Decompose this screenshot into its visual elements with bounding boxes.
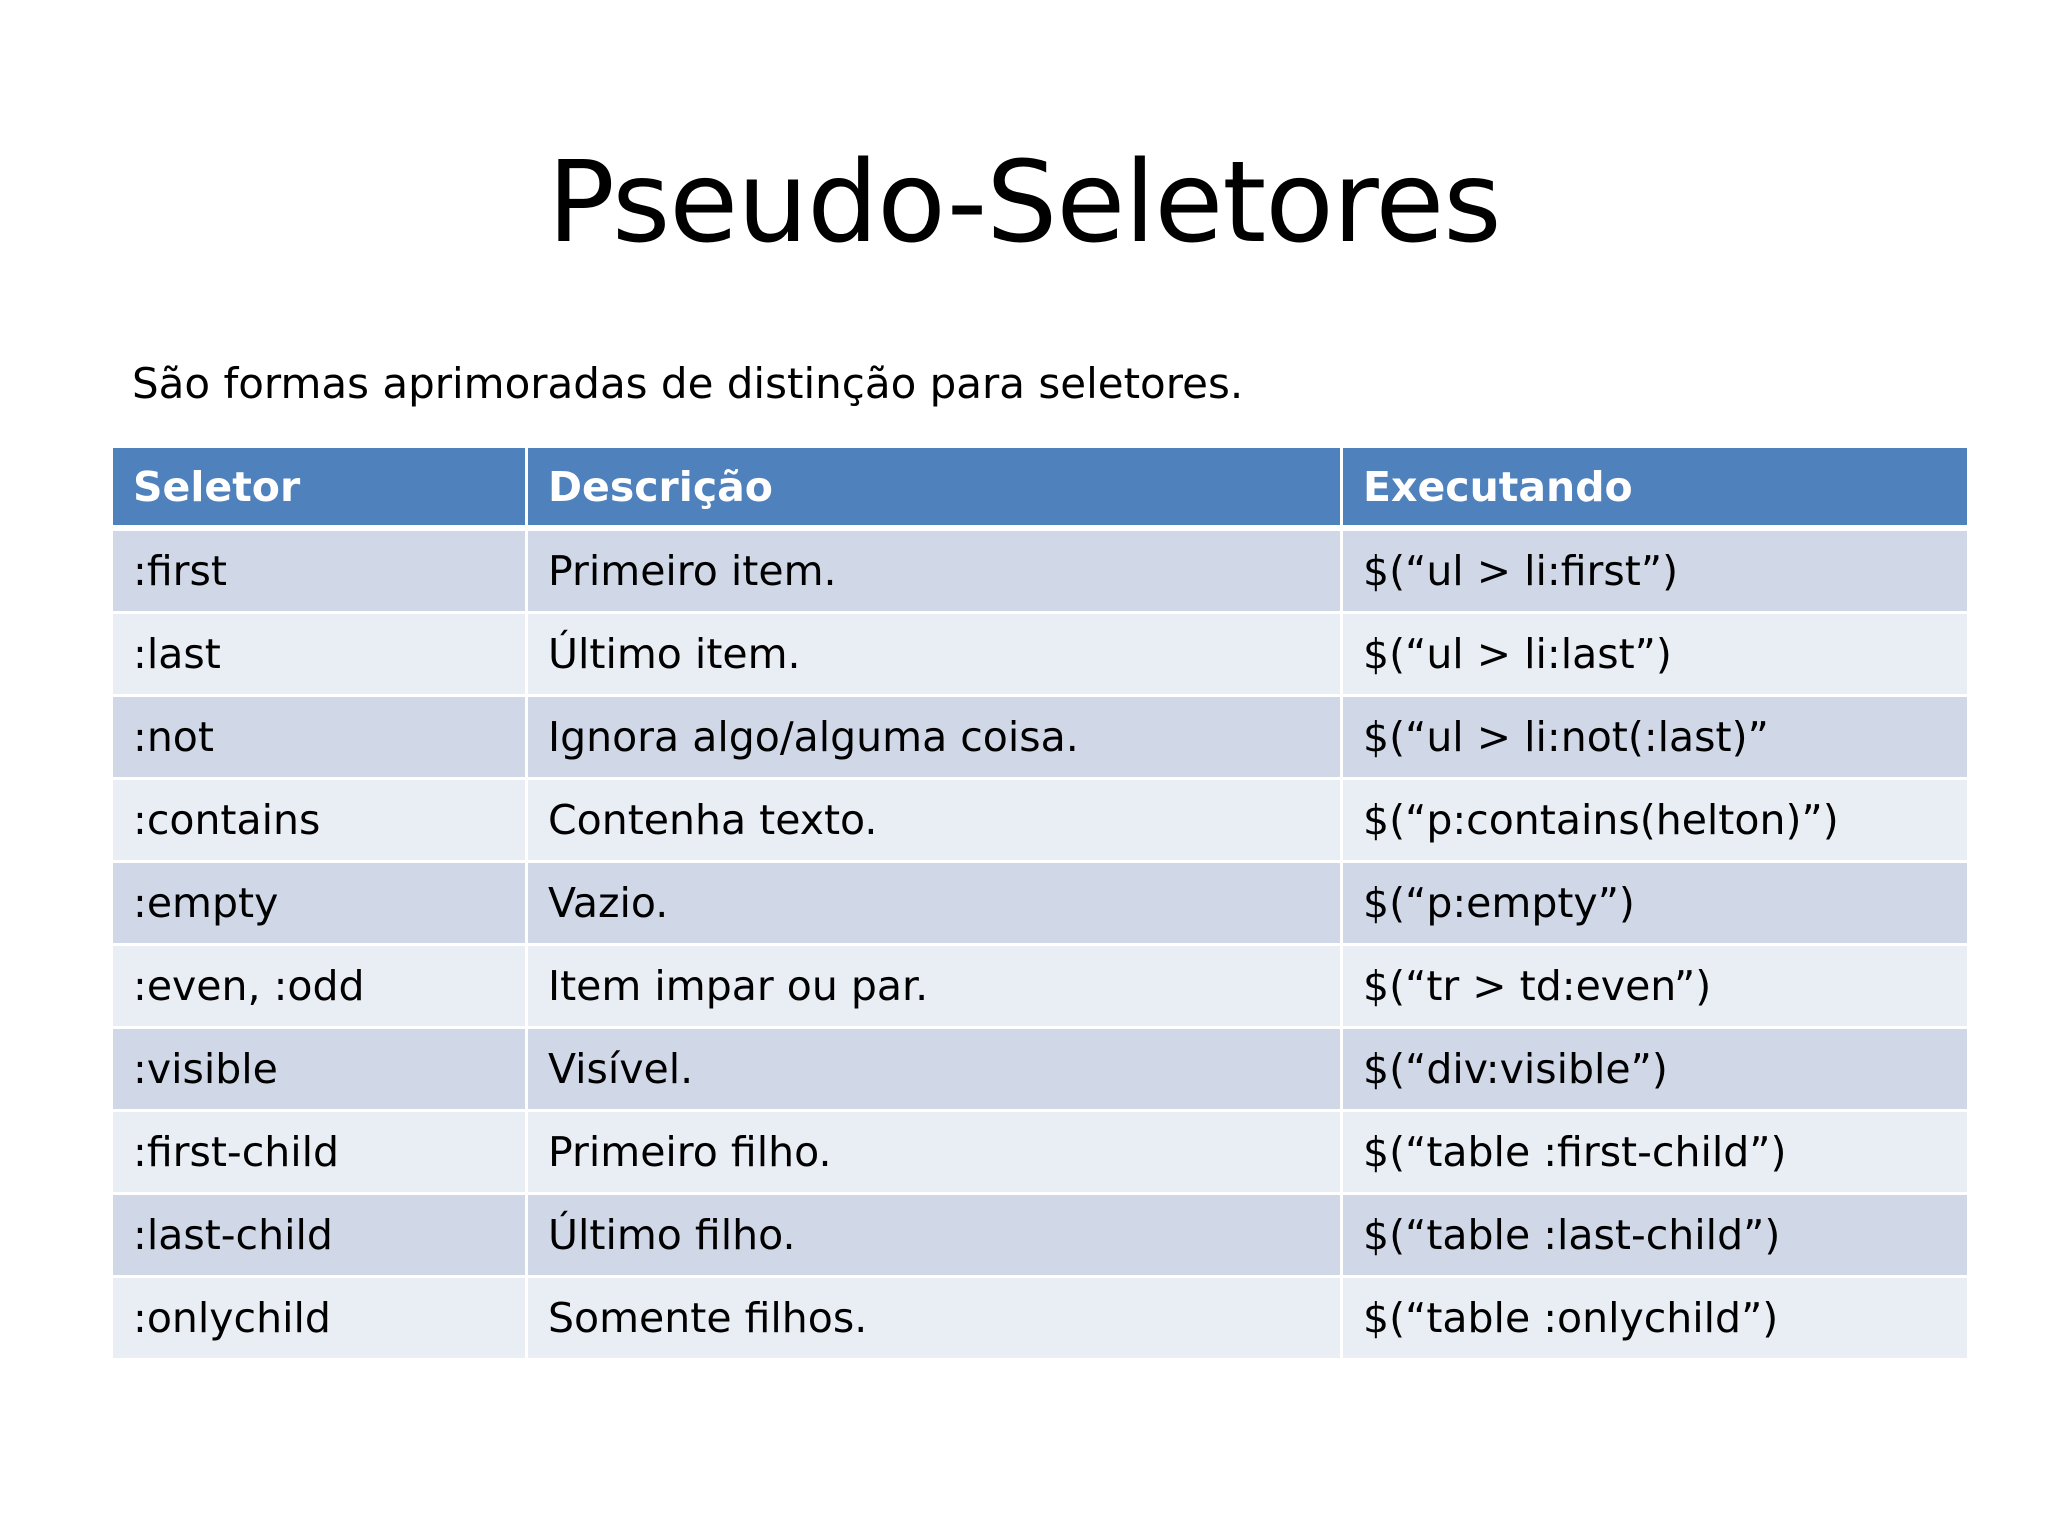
selector-cell: :first — [113, 531, 528, 614]
description-cell: Primeiro item. — [528, 531, 1343, 614]
column-header-executando: Executando — [1343, 448, 1967, 531]
example-cell: $(“table :first-child”) — [1343, 1112, 1967, 1195]
example-cell: $(“p:contains(helton)”) — [1343, 780, 1967, 863]
description-cell: Contenha texto. — [528, 780, 1343, 863]
table-row — [113, 1195, 1967, 1278]
example-cell: $(“table :onlychild”) — [1343, 1278, 1967, 1361]
table-header-row — [113, 448, 1967, 531]
table-row — [113, 614, 1967, 697]
example-cell: $(“ul > li:not(:last)” — [1343, 697, 1967, 780]
example-cell: $(“p:empty”) — [1343, 863, 1967, 946]
table-row — [113, 1112, 1967, 1195]
selector-cell: :even, :odd — [113, 946, 528, 1029]
example-cell: $(“tr > td:even”) — [1343, 946, 1967, 1029]
example-cell: $(“table :last-child”) — [1343, 1195, 1967, 1278]
table-row — [113, 697, 1967, 780]
description-cell: Ignora algo/alguma coisa. — [528, 697, 1343, 780]
selector-cell: :visible — [113, 1029, 528, 1112]
selector-cell: :onlychild — [113, 1278, 528, 1361]
selector-cell: :contains — [113, 780, 528, 863]
slide-title: Pseudo-Seletores — [547, 138, 1501, 268]
selector-cell: :empty — [113, 863, 528, 946]
selector-cell: :last — [113, 614, 528, 697]
column-header-seletor: Seletor — [113, 448, 528, 531]
table-row — [113, 780, 1967, 863]
table-row — [113, 531, 1967, 614]
description-cell: Somente filhos. — [528, 1278, 1343, 1361]
selector-cell: :first-child — [113, 1112, 528, 1195]
description-cell: Item impar ou par. — [528, 946, 1343, 1029]
table-row — [113, 946, 1967, 1029]
example-cell: $(“ul > li:first”) — [1343, 531, 1967, 614]
description-cell: Vazio. — [528, 863, 1343, 946]
selector-cell: :not — [113, 697, 528, 780]
description-cell: Visível. — [528, 1029, 1343, 1112]
slide-subtitle: São formas aprimoradas de distinção para seletores. — [132, 359, 1244, 408]
selector-cell: :last-child — [113, 1195, 528, 1278]
table-row — [113, 1029, 1967, 1112]
pseudo-selectors-table — [113, 448, 1967, 1361]
column-header-descricao: Descrição — [528, 448, 1343, 531]
example-cell: $(“div:visible”) — [1343, 1029, 1967, 1112]
description-cell: Primeiro filho. — [528, 1112, 1343, 1195]
description-cell: Último item. — [528, 614, 1343, 697]
table-row — [113, 863, 1967, 946]
description-cell: Último filho. — [528, 1195, 1343, 1278]
example-cell: $(“ul > li:last”) — [1343, 614, 1967, 697]
table-row — [113, 1278, 1967, 1361]
